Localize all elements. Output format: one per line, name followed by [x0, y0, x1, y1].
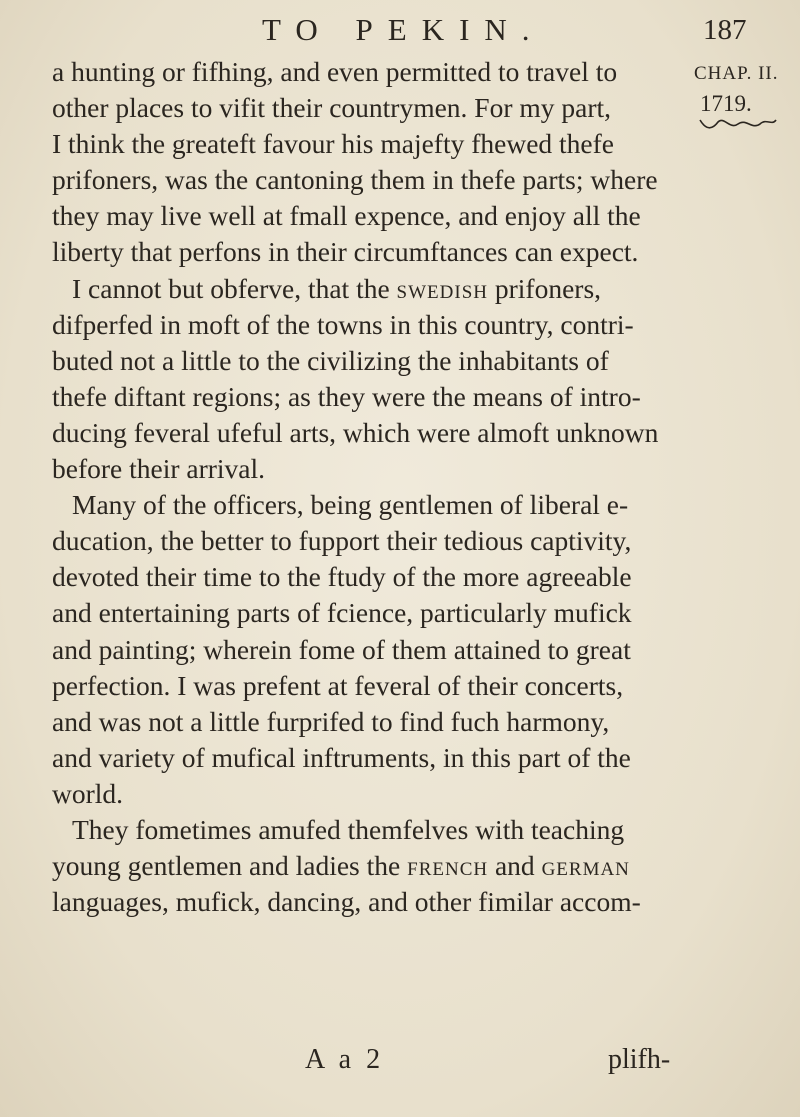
- text-line: and variety of mufical inftruments, in this part of the: [52, 741, 631, 773]
- text-line: devoted their time to the ftudy of the more agreeable: [52, 561, 632, 593]
- text-line: and painting; wherein fome of them attained to great: [52, 633, 631, 665]
- text-line: they may live well at fmall expence, and enjoy all the: [52, 200, 641, 232]
- text-line: thefe diftant regions; as they were the means of intro-: [52, 380, 641, 412]
- text-line: ducation, the better to fupport their tedious captivity,: [52, 525, 632, 557]
- text-line: I think the greateft favour his majefty fhewed thefe: [52, 128, 614, 160]
- text-line: ducing feveral ufeful arts, which were almoft unknown: [52, 416, 659, 448]
- text-line: languages, mufick, dancing, and other fimilar accom-: [52, 886, 641, 918]
- text-line: before their arrival.: [52, 453, 266, 485]
- year-flourish-icon: [698, 116, 778, 132]
- small-caps-word: german: [541, 850, 630, 882]
- page-number: 187: [703, 14, 747, 46]
- text-line: difperfed in moft of the towns in this country, contri-: [52, 308, 634, 340]
- text-line: Many of the officers, being gentlemen of liberal e-: [72, 489, 629, 521]
- running-head: TO PEKIN.: [262, 12, 545, 47]
- text-line: young gentlemen and ladies the french and german: [52, 850, 630, 882]
- signature-mark: A a 2: [305, 1044, 385, 1075]
- page-header: [0, 10, 800, 50]
- text-line: and was not a little furprifed to find fuch harmony,: [52, 705, 610, 737]
- text-line: perfection. I was prefent at feveral of their concerts,: [52, 669, 624, 701]
- chapter-label: CHAP. II.: [694, 63, 779, 84]
- text-line: other places to vifit their countrymen. For my part,: [52, 92, 612, 124]
- text-line: prifoners, was the cantoning them in thefe parts; where: [52, 164, 658, 196]
- text-line: I cannot but obferve, that the swedish prifoners,: [72, 272, 602, 304]
- body-text: [52, 54, 702, 920]
- text-line: buted not a little to the civilizing the inhabitants of: [52, 344, 609, 376]
- margin-note: [694, 62, 800, 132]
- small-caps-word: swedish: [396, 272, 488, 304]
- text-line: world.: [52, 777, 124, 809]
- small-caps-word: french: [407, 850, 489, 882]
- text-line: liberty that perfons in their circumftances can expect.: [52, 236, 639, 268]
- year-label: 1719.: [700, 91, 752, 116]
- text-line: They fometimes amufed themfelves with teaching: [72, 813, 625, 845]
- page-footer: [0, 1040, 800, 1080]
- text-line: and entertaining parts of fcience, particularly mufick: [52, 597, 632, 629]
- catchword: plifh-: [608, 1044, 671, 1075]
- text-line: a hunting or fifhing, and even permitted to travel to: [52, 56, 618, 87]
